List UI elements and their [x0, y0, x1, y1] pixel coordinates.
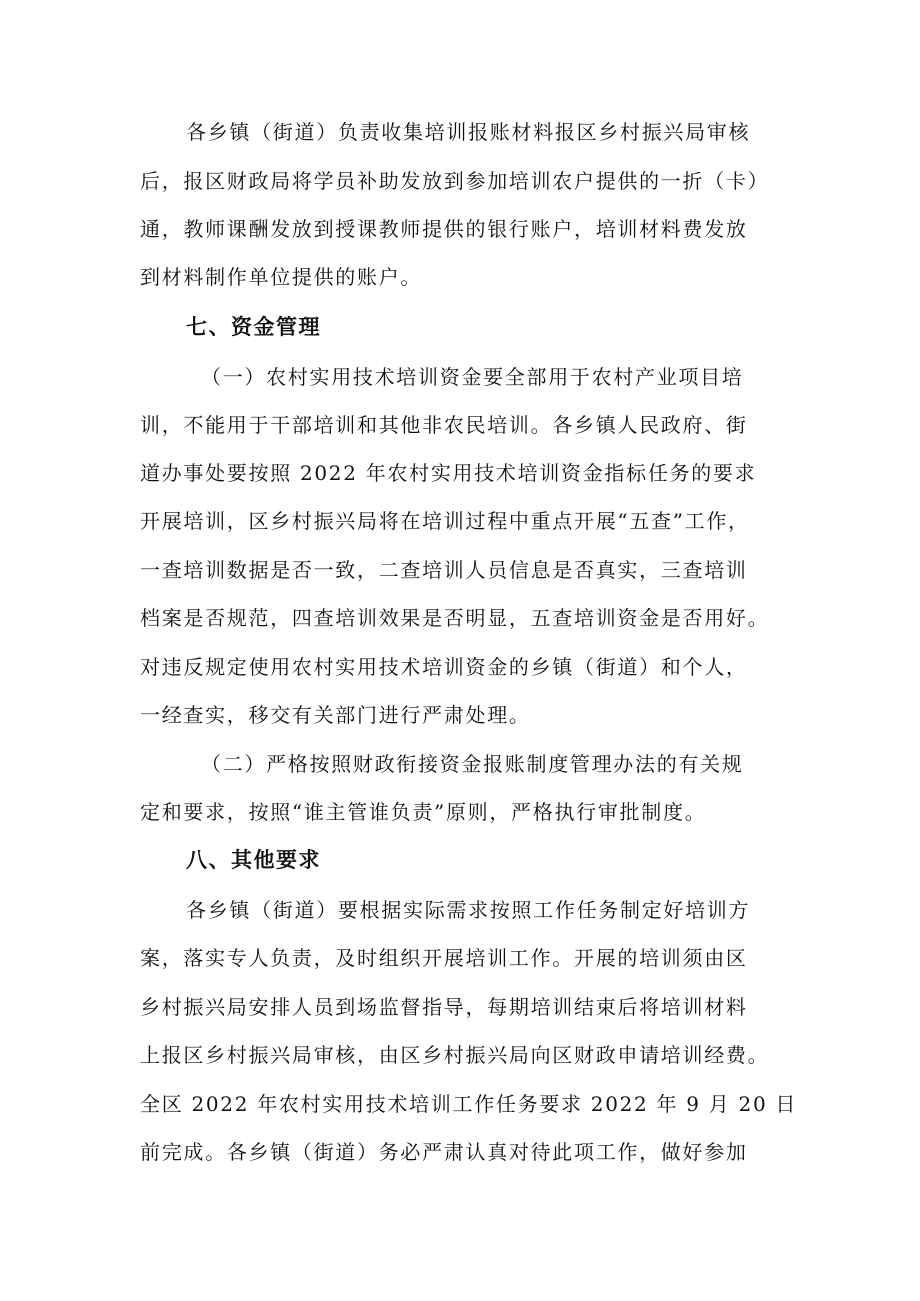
section-heading-7: 七、资金管理: [186, 315, 321, 339]
section-heading-8: 八、其他要求: [186, 848, 321, 872]
paragraph-4-line-3: 乡村振兴局安排人员到场监督指导，每期培训结束后将培训材料: [140, 995, 748, 1019]
paragraph-4-line-2: 案，落实专人负责，及时组织开展培训工作。开展的培训须由区: [140, 946, 748, 970]
paragraph-2-line-8: 一经查实，移交有关部门进行严肃处理。: [140, 703, 531, 727]
paragraph-4-line-4: 上报区乡村振兴局审核，由区乡村振兴局向区财政申请培训经费。: [140, 1043, 770, 1067]
paragraph-2-line-6: 档案是否规范，四查培训效果是否明显，五查培训资金是否用好。: [140, 606, 770, 630]
paragraph-2-line-2: 训，不能用于干部培训和其他非农民培训。各乡镇人民政府、街: [140, 413, 748, 437]
paragraph-4-line-6: 前完成。各乡镇（街道）务必严肃认真对待此项工作，做好参加: [140, 1140, 748, 1164]
paragraph-3-line-2: 定和要求，按照“谁主管谁负责”原则，严格执行审批制度。: [140, 800, 707, 824]
paragraph-2-line-3: 道办事处要按照 2022 年农村实用技术培训资金指标任务的要求: [140, 461, 757, 485]
paragraph-4-line-1: 各乡镇（街道）要根据实际需求按照工作任务制定好培训方: [186, 898, 751, 922]
paragraph-1-line-2: 后，报区财政局将学员补助发放到参加培训农户提供的一折（卡）: [140, 169, 770, 193]
paragraph-4-line-5: 全区 2022 年农村实用技术培训工作任务要求 2022 年 9 月 20 日: [140, 1092, 798, 1116]
paragraph-2-line-5: 一查培训数据是否一致，二查培训人员信息是否真实，三查培训: [140, 558, 748, 582]
paragraph-3-line-1: （二）严格按照财政衔接资金报账制度管理办法的有关规: [201, 752, 744, 776]
paragraph-2-line-7: 对违反规定使用农村实用技术培训资金的乡镇（街道）和个人，: [140, 655, 748, 679]
paragraph-2-line-4: 开展培训，区乡村振兴局将在培训过程中重点开展“五查”工作，: [140, 509, 750, 533]
paragraph-2-line-1: （一）农村实用技术培训资金要全部用于农村产业项目培: [201, 365, 744, 389]
paragraph-1-line-1: 各乡镇（街道）负责收集培训报账材料报区乡村振兴局审核: [186, 120, 751, 144]
paragraph-1-line-3: 通，教师课酬发放到授课教师提供的银行账户，培训材料费发放: [140, 217, 748, 241]
paragraph-1-line-4: 到材料制作单位提供的账户。: [140, 265, 423, 289]
